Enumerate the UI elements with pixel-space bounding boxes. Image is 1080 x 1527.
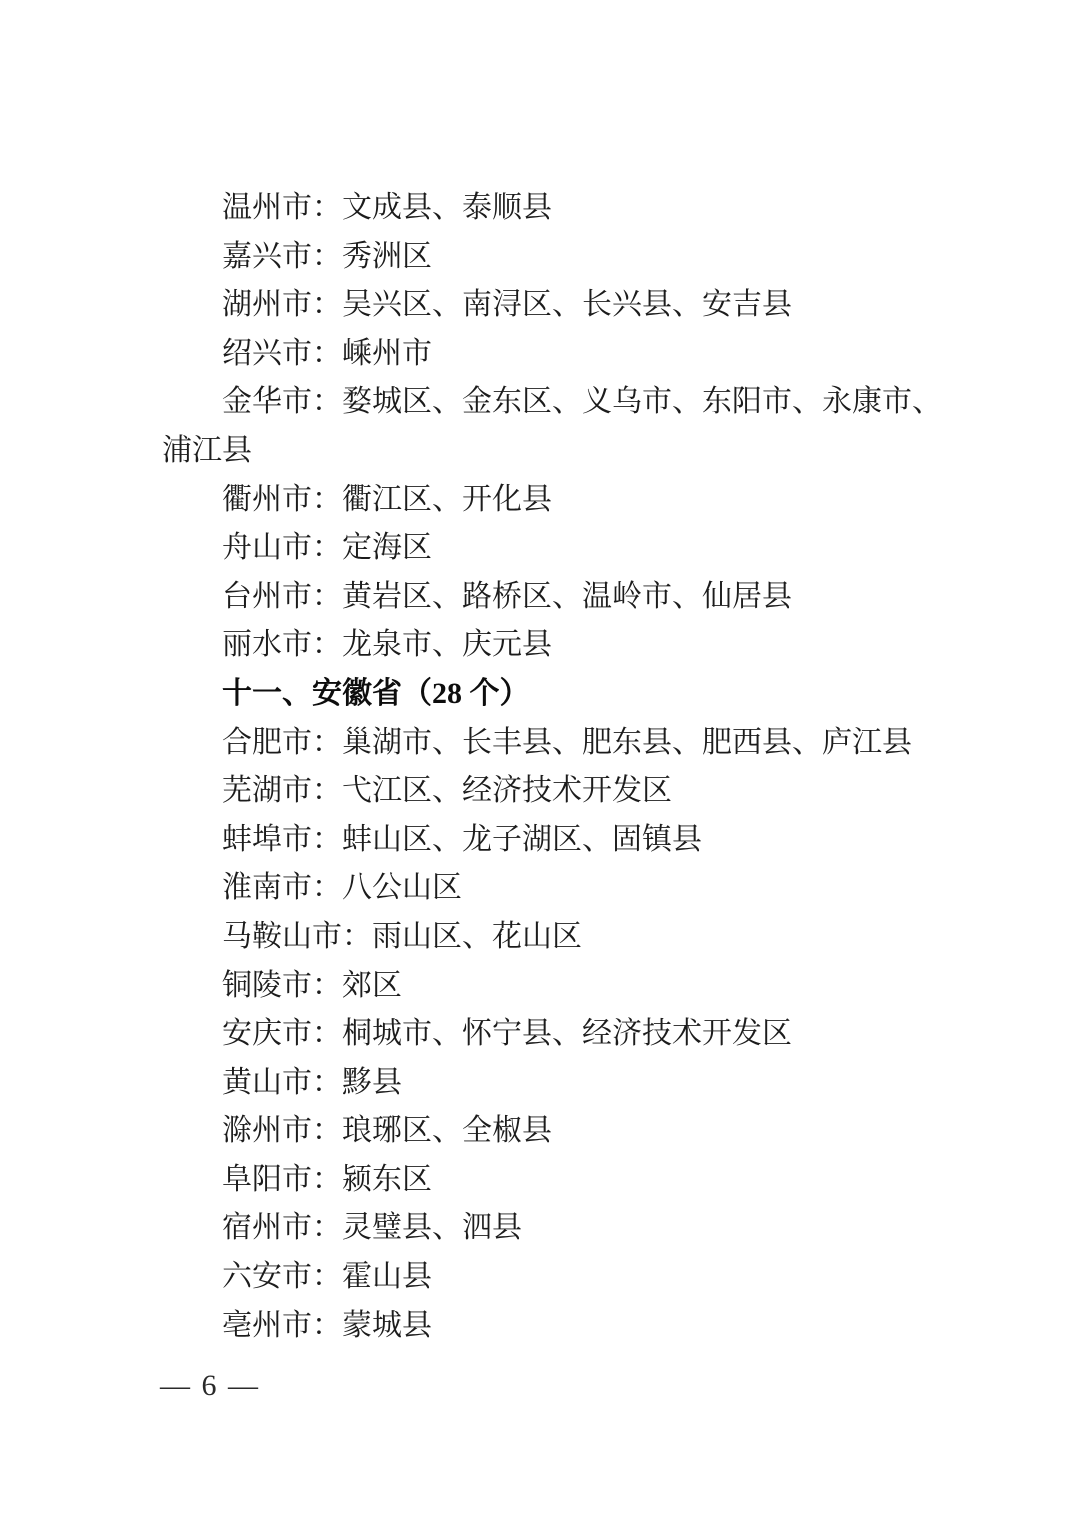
region-entry: 蚌埠市：蚌山区、龙子湖区、固镇县 <box>222 822 702 856</box>
region-entry: 宿州市：灵璧县、泗县 <box>222 1211 522 1245</box>
document-body <box>162 184 957 1350</box>
page-number: — 6 — <box>160 1369 260 1402</box>
province-section-heading: 十一、安徽省（28 个） <box>222 676 530 710</box>
region-entry: 舟山市：定海区 <box>222 531 432 565</box>
region-entry: 温州市：文成县、泰顺县 <box>222 191 552 224</box>
region-entry: 六安市：霍山县 <box>222 1260 432 1294</box>
region-entry: 马鞍山市：雨山区、花山区 <box>222 919 582 953</box>
region-entry: 阜阳市：颍东区 <box>222 1162 432 1196</box>
region-entry: 滁州市：琅琊区、全椒县 <box>222 1114 552 1148</box>
region-entry: 芜湖市：弋江区、经济技术开发区 <box>222 774 672 808</box>
region-entry: 合肥市：巢湖市、长丰县、肥东县、肥西县、庐江县 <box>222 725 912 759</box>
region-entry: 衢州市：衢江区、开化县 <box>222 482 552 516</box>
region-entry: 淮南市：八公山区 <box>222 871 462 905</box>
region-entry: 黄山市：黟县 <box>222 1065 402 1099</box>
region-entry: 金华市：婺城区、金东区、义乌市、东阳市、永康市、浦江县 <box>162 385 942 467</box>
region-entry: 嘉兴市：秀洲区 <box>222 239 432 273</box>
region-entry: 亳州市：蒙城县 <box>222 1308 432 1342</box>
region-entry: 丽水市：龙泉市、庆元县 <box>222 628 552 662</box>
region-entry: 湖州市：吴兴区、南浔区、长兴县、安吉县 <box>222 288 792 322</box>
region-entry: 绍兴市：嵊州市 <box>222 336 432 370</box>
region-entry: 铜陵市：郊区 <box>222 968 402 1002</box>
region-entry: 台州市：黄岩区、路桥区、温岭市、仙居县 <box>222 579 792 613</box>
region-entry: 安庆市：桐城市、怀宁县、经济技术开发区 <box>222 1017 792 1051</box>
